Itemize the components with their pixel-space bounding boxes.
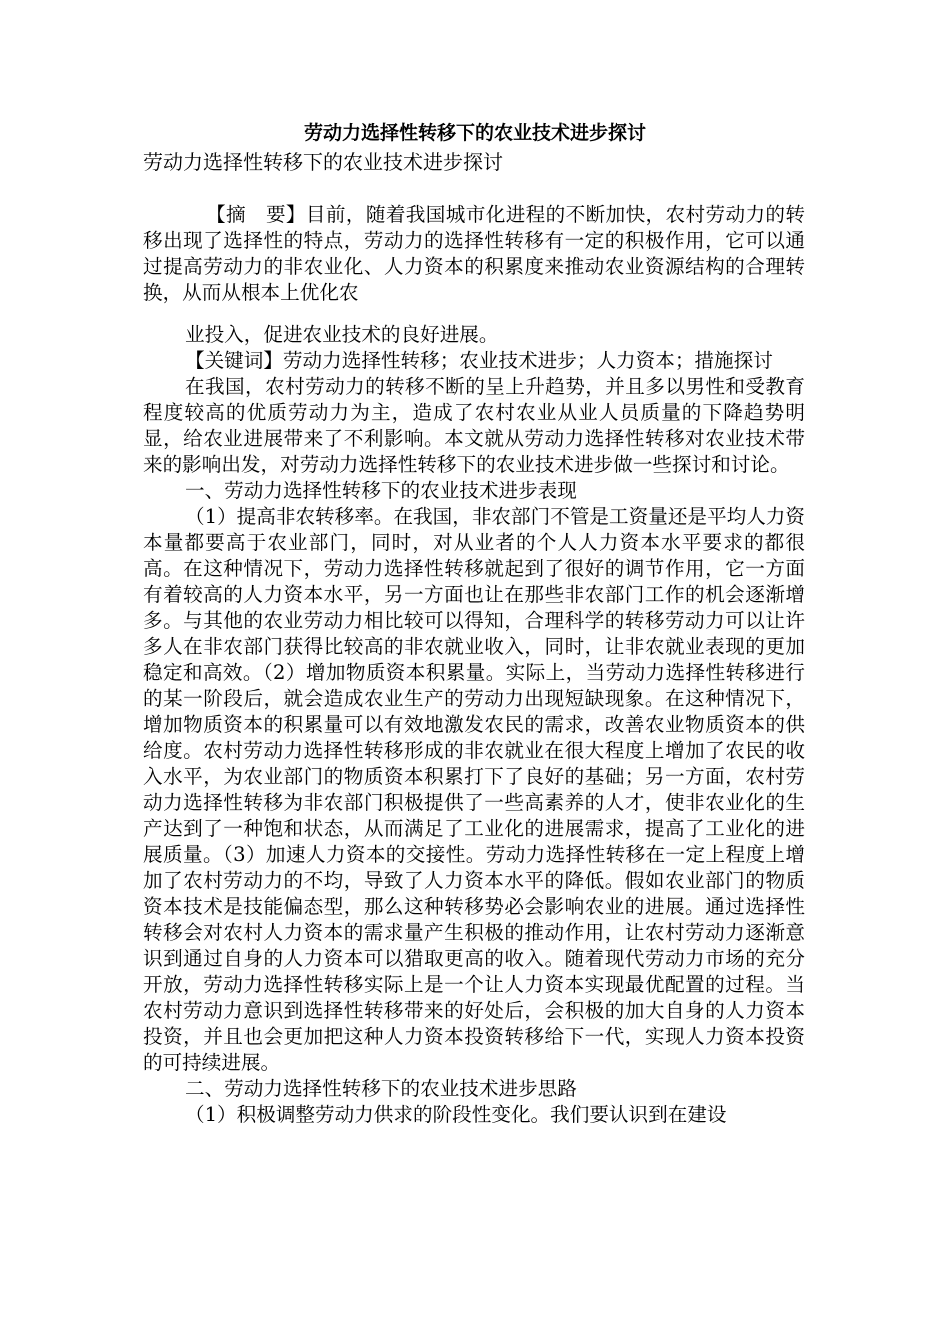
document-subtitle: 劳动力选择性转移下的农业技术进步探讨: [143, 150, 503, 174]
section-heading-2: 二、劳动力选择性转移下的农业技术进步思路: [185, 1077, 577, 1100]
intro-paragraph: 在我国，农村劳动力的转移不断的呈上升趋势，并且多以男性和受教育程度较高的优质劳动力为主，造成了农村农业从业人员质量的下降趋势明显，给农业进展带来了不利影响。本文就从劳动力选择性转移对农业技术带来的影响出发，对劳动力选择性转移下的农业技术进步做一些探讨和讨论。: [143, 375, 805, 476]
keywords-paragraph: 【关键词】劳动力选择性转移；农业技术进步；人力资本；措施探讨: [185, 349, 773, 372]
abstract-continuation: 业投入，促进农业技术的良好进展。: [185, 323, 499, 346]
document-body: [143, 322, 805, 1128]
section-1-body: （1）提高非农转移率。在我国，非农部门不管是工资量还是平均人力资本量都要高于农业部门，同时，对从业者的个人人力资本水平要求的都很高。在这种情况下，劳动力选择性转移就起到了很好的调节作用，它一方面有着较高的人力资本水平，另一方面也让在那些非农部门工作的机会逐渐增多。与其他的农业劳动力相比较可以得知，合理科学的转移劳动力可以让许多人在非农部门获得比较高的非农就业收入，同时，让非农就业表现的更加稳定和高效。（2）增加物质资本积累量。实际上，当劳动力选择性转移进行的某一阶段后，就会造成农业生产的劳动力出现短缺现象。在这种情况下，增加物质资本的积累量可以有效地激发农民的需求，改善农业物质资本的供给度。农村劳动力选择性转移形成的非农就业在很大程度上增加了农民的收入水平，为农业部门的物质资本积累打下了良好的基础；另一方面，农村劳动力选择性转移为非农部门积极提供了一些高素养的人才，使非农业化的生产达到了一种饱和状态，从而满足了工业化的进展需求，提高了工业化的进展质量。（3）加速人力资本的交接性。劳动力选择性转移在一定上程度上增加了农村劳动力的不均，导致了人力资本水平的降低。假如农业部门的物质资本技术是技能偏态型，那么这种转移势必会影响农业的进展。通过选择性转移会对农村人力资本的需求量产生积极的推动作用，让农村劳动力逐渐意识到通过自身的人力资本可以猎取更高的收入。随着现代劳动力市场的充分开放，劳动力选择性转移实际上是一个让人力资本实现最优配置的过程。当农村劳动力意识到选择性转移带来的好处后，会积极的加大自身的人力资本投资，并且也会更加把这种人力资本投资转移给下一代，实现人力资本投资的可持续进展。: [143, 505, 805, 1074]
section-heading-1: 一、劳动力选择性转移下的农业技术进步表现: [185, 479, 577, 502]
abstract-paragraph: 【摘 要】目前，随着我国城市化进程的不断加快，农村劳动力的转移出现了选择性的特点，劳动力的选择性转移有一定的积极作用，它可以通过提高劳动力的非农业化、人力资本的积累度来推动农业资源结构的合理转换，从而从根本上优化农: [143, 203, 805, 304]
section-2-body: （1）积极调整劳动力供求的阶段性变化。我们要认识到在建设: [185, 1103, 727, 1126]
document-title: 劳动力选择性转移下的农业技术进步探讨: [303, 122, 646, 144]
